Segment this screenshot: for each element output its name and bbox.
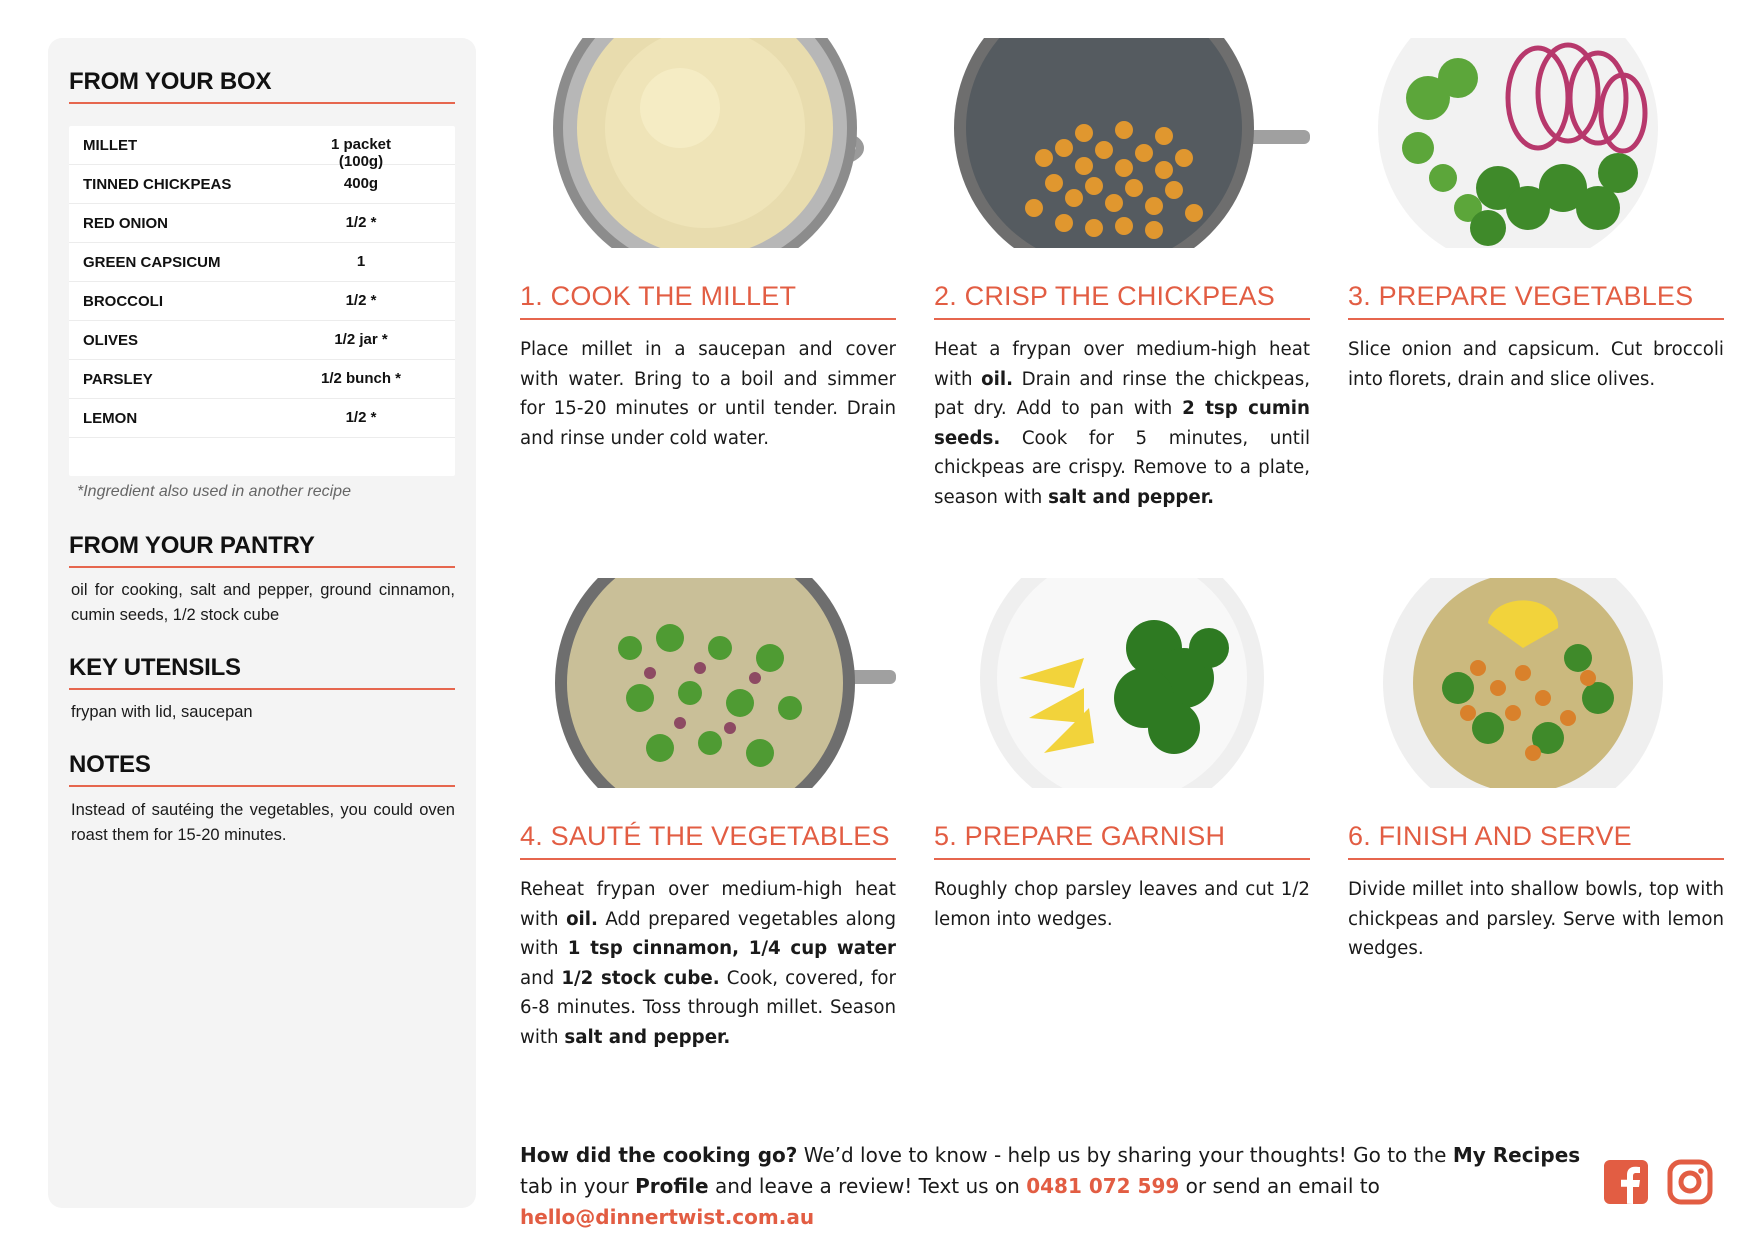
footer-text: and leave a review! Text us on [708, 1174, 1027, 1198]
ingredient-name: OLIVES [83, 332, 139, 349]
step-title: 2. CRISP THE CHICKPEAS [934, 281, 1310, 320]
ingredient-row [69, 243, 455, 282]
step-title: 3. PREPARE VEGETABLES [1348, 281, 1724, 320]
step-text [520, 335, 896, 453]
step-text-emphasis: salt and pepper. [1048, 486, 1215, 508]
ingredients-table [69, 126, 455, 476]
ingredient-footnote: *Ingredient also used in another recipe [77, 483, 351, 500]
ingredients-sidebar [48, 38, 476, 1208]
ingredient-qty: 1/2 * [345, 214, 377, 231]
from-your-pantry-heading: FROM YOUR PANTRY [69, 532, 455, 568]
ingredient-row [69, 126, 455, 170]
email-link[interactable]: hello@dinnertwist.com.au [520, 1205, 815, 1229]
parsley-lemon-plate-photo [934, 578, 1310, 788]
step-text [1348, 875, 1724, 964]
utensils-text: frypan with lid, saucepan [71, 703, 253, 721]
step-text-emphasis: 1/2 stock cube. [561, 967, 720, 989]
step-title: 6. FINISH AND SERVE [1348, 821, 1724, 860]
ingredient-qty: 400g [343, 175, 379, 192]
key-utensils-heading: KEY UTENSILS [69, 654, 455, 690]
ingredient-row [69, 360, 455, 399]
step-text-emphasis: oil. [981, 368, 1014, 390]
step-text-emphasis: oil. [566, 908, 598, 930]
pantry-text: oil for cooking, salt and pepper, ground cinnamon, cumin seeds, 1/2 stock cube [71, 581, 455, 624]
notes-text: Instead of sautéing the vegetables, you could oven roast them for 15-20 minutes. [71, 801, 455, 844]
millet-saucepan-photo [520, 38, 896, 248]
step-text [1348, 335, 1724, 394]
step-text-emphasis: 2 tsp cumin seeds. [934, 398, 1310, 449]
step-title: 1. COOK THE MILLET [520, 281, 896, 320]
feedback-footer [520, 1140, 1600, 1233]
step-title: 5. PREPARE GARNISH [934, 821, 1310, 860]
footer-emphasis: How did the cooking go? [520, 1143, 798, 1167]
ingredient-name: TINNED CHICKPEAS [83, 176, 232, 193]
step-text-emphasis: salt and pepper. [564, 1026, 731, 1048]
footer-text: tab in your [520, 1174, 636, 1198]
ingredient-name: MILLET [83, 137, 138, 154]
footer-text: or send an email to [1179, 1174, 1380, 1198]
ingredient-qty: 1/2 bunch * [320, 370, 402, 387]
ingredient-qty: 1/2 jar * [334, 331, 388, 348]
ingredient-row [69, 399, 455, 438]
ingredient-row [69, 165, 455, 204]
step-text-run: Reheat frypan over medium-high heat with [520, 879, 896, 930]
ingredient-name: RED ONION [83, 215, 169, 232]
step-text-run: Heat a frypan over medium-high heat with [934, 339, 1310, 390]
finished-bowl-photo [1348, 578, 1724, 788]
step-text-run: Divide millet into shallow bowls, top with chickpeas and parsley. Serve with lemon wedges. [1348, 879, 1724, 959]
ingredient-name: BROCCOLI [83, 293, 163, 310]
step-text-run: and [520, 967, 562, 989]
step-text [520, 875, 896, 1052]
chickpeas-frypan-photo [934, 38, 1310, 248]
ingredient-row [69, 204, 455, 243]
facebook-icon[interactable] [1602, 1158, 1650, 1206]
chopped-vegetables-photo [1348, 38, 1724, 248]
step-text-run: Cook, covered, for 6-8 minutes. Toss through millet. Season with [520, 967, 897, 1048]
step-text-run: Cook for 5 minutes, until chickpeas are crispy. Remove to a plate, season with [934, 427, 1310, 508]
footer-emphasis: Profile [635, 1174, 709, 1198]
step-text [934, 335, 1310, 512]
step-text-run: Slice onion and capsicum. Cut broccoli into florets, drain and slice olives. [1348, 339, 1724, 390]
footer-text: We’d love to know - help us by sharing your thoughts! Go to the [797, 1143, 1453, 1167]
vegetables-frypan-photo [520, 578, 896, 788]
step-text-emphasis: 1 tsp cinnamon, 1/4 cup water [567, 938, 896, 959]
empty-row [69, 438, 455, 476]
ingredient-row [69, 282, 455, 321]
ingredient-qty: 1 packet (100g) [330, 136, 392, 170]
step-text [934, 875, 1310, 934]
footer-emphasis: My Recipes [1452, 1143, 1581, 1167]
step-text-run: Add prepared vegetables along with [520, 908, 896, 959]
ingredient-qty: 1 [356, 253, 366, 270]
step-text-run: Roughly chop parsley leaves and cut 1/2 lemon into wedges. [934, 879, 1310, 930]
step-title: 4. SAUTÉ THE VEGETABLES [520, 821, 896, 860]
ingredient-name: LEMON [83, 410, 138, 427]
step-text-run: Drain and rinse the chickpeas, pat dry. Add to pan with [934, 368, 1310, 419]
ingredient-qty: 1/2 * [345, 409, 377, 426]
ingredient-qty: 1/2 * [345, 292, 377, 309]
ingredient-name: GREEN CAPSICUM [83, 254, 221, 271]
notes-heading: NOTES [69, 751, 455, 787]
ingredient-row [69, 321, 455, 360]
instagram-icon[interactable] [1666, 1158, 1714, 1206]
from-your-box-heading: FROM YOUR BOX [69, 68, 455, 104]
step-text-run: Place millet in a saucepan and cover with water. Bring to a boil and simmer for 15-20 minutes or until tender. Drain and rinse under cold water. [520, 339, 896, 449]
phone-number-link[interactable]: 0481 072 599 [1026, 1174, 1180, 1198]
ingredient-name: PARSLEY [83, 371, 153, 388]
